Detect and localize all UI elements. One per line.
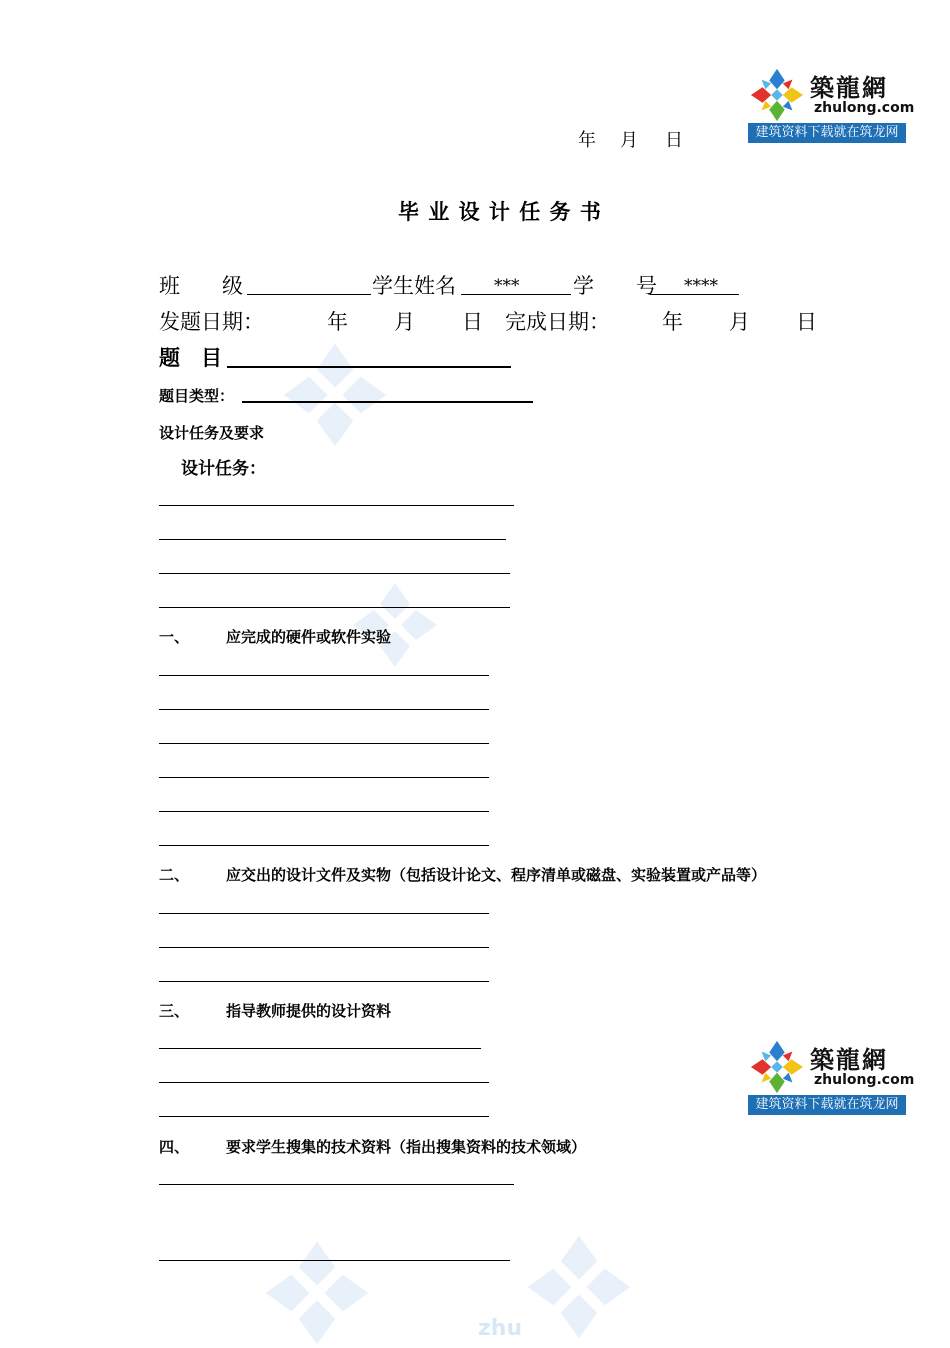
watermark-logo-4	[524, 1232, 634, 1342]
section-1-line-3	[159, 743, 489, 744]
section-2-line-1	[159, 913, 489, 914]
section-3-line-1	[159, 1048, 481, 1049]
zhulong-mark-icon	[748, 66, 806, 124]
section-2-line-2	[159, 947, 489, 948]
logo-slogan: 建筑资料下载就在筑龙网	[748, 1095, 906, 1115]
task-line-2	[159, 539, 506, 540]
section-1-num: 一、	[159, 628, 190, 646]
issue-day: 日	[462, 310, 483, 334]
task-line-1	[159, 505, 514, 506]
student-name-label: 学生姓名	[372, 274, 456, 298]
logo-slogan: 建筑资料下载就在筑龙网	[748, 123, 906, 143]
header-month: 月	[620, 130, 638, 151]
student-id-value: ****	[684, 276, 718, 296]
watermark-logo-1	[280, 340, 390, 450]
section-3-num: 三、	[159, 1002, 190, 1020]
section-4-title: 要求学生搜集的技术资料（指出搜集资料的技术领域）	[226, 1138, 587, 1156]
class-field-line	[247, 294, 371, 295]
watermark-logo-3	[262, 1238, 372, 1348]
section-1-line-2	[159, 709, 489, 710]
section-3-title: 指导教师提供的设计资料	[226, 1002, 392, 1020]
logo-name: 築龍網	[810, 73, 888, 102]
watermark-logo-2	[350, 580, 440, 670]
class-label: 班 级	[159, 274, 243, 298]
section-1-line-1	[159, 675, 489, 676]
finish-day: 日	[796, 310, 817, 334]
section-1-line-5	[159, 811, 489, 812]
section-2-num: 二、	[159, 866, 190, 884]
zhulong-mark-icon	[748, 1038, 806, 1096]
watermark-text: zhu	[478, 1316, 523, 1341]
section-4-line-1	[159, 1184, 514, 1185]
issue-year: 年	[327, 310, 348, 334]
section-1-line-4	[159, 777, 489, 778]
section-4-num: 四、	[159, 1138, 190, 1156]
section-main-heading: 设计任务及要求	[159, 424, 265, 442]
logo-domain: zhulong.com	[814, 100, 915, 116]
logo-name: 築龍網	[810, 1045, 888, 1074]
topic-type-line	[242, 401, 533, 403]
section-1-line-6	[159, 845, 489, 846]
zhulong-logo-top	[748, 66, 915, 144]
topic-line	[227, 366, 511, 368]
logo-domain: zhulong.com	[814, 1072, 915, 1088]
student-name-value: ***	[494, 276, 520, 296]
header-day: 日	[665, 130, 683, 151]
section-2-line-3	[159, 981, 489, 982]
task-line-3	[159, 573, 510, 574]
finish-year: 年	[662, 310, 683, 334]
topic-type-label: 题目类型：	[159, 387, 235, 405]
task-line-4	[159, 607, 510, 608]
page-title: 毕 业 设 计 任 务 书	[398, 200, 602, 224]
finish-date-label: 完成日期：	[505, 310, 610, 334]
issue-month: 月	[394, 310, 415, 334]
section-4-line-2	[159, 1260, 510, 1261]
section-1-title: 应完成的硬件或软件实验	[226, 628, 392, 646]
zhulong-logo-bottom	[748, 1038, 915, 1116]
issue-date-label: 发题日期：	[159, 310, 264, 334]
section-3-line-2	[159, 1082, 489, 1083]
student-id-label: 学 号	[573, 274, 657, 298]
header-year: 年	[578, 130, 596, 151]
finish-month: 月	[729, 310, 750, 334]
design-task-label: 设计任务：	[181, 459, 266, 479]
section-3-line-3	[159, 1116, 489, 1117]
topic-label: 题 目	[159, 346, 222, 370]
section-2-title: 应交出的设计文件及实物（包括设计论文、程序清单或磁盘、实验装置或产品等）	[226, 866, 767, 884]
